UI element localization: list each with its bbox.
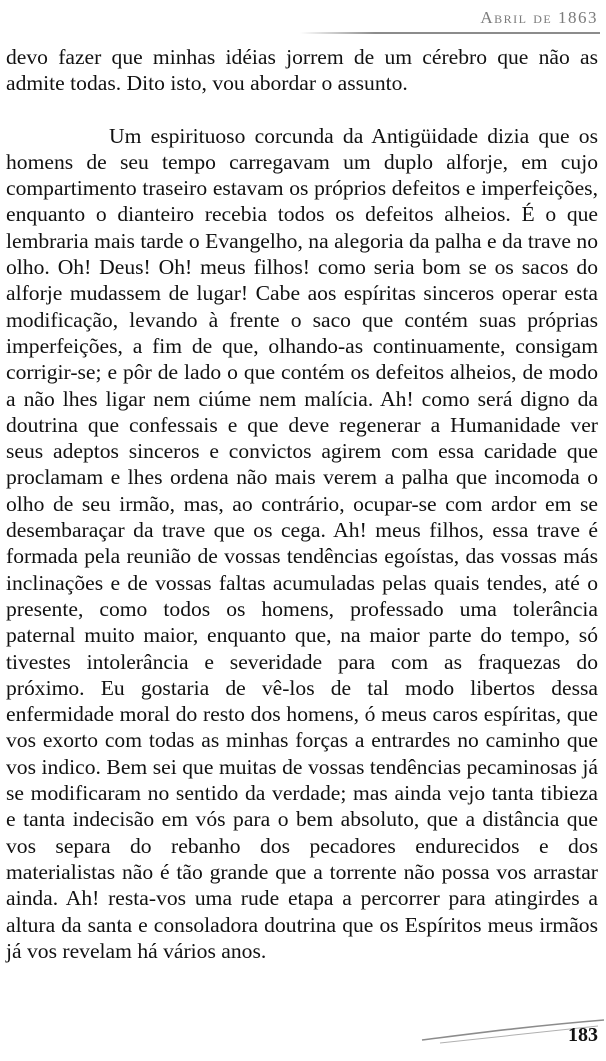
header-rule: [300, 32, 600, 34]
paragraph-continuation: devo fazer que minhas idéias jorrem de um cérebro que não as admite todas. Dito isto, vou abordar o assunto.: [6, 45, 598, 96]
paragraph-main: Um espirituoso corcunda da Antigüidade dizia que os homens de seu tempo carregavam um duplo alforje, em cujo compartimento traseiro estavam os próprios defeitos e imperfeições, enquanto o dianteiro recebia todos os defeitos alheios. É o que lembraria mais tarde o Evangelho, na alegoria da palha e da trave no olho. Oh! Deus! Oh! meus filhos! como seria bom se os sacos do alforje mudassem de lugar! Cabe aos espíritas sinceros operar esta modificação, levando à frente o saco que contém suas próprias imperfeições, a fim de que, olhando-as continuamente, consigam corrigir-se; e pôr de lado o que contém os defeitos alheios, de modo a não lhes ligar nem ciúme nem malícia. Ah! como será digno da doutrina que confessais e que deve regenerar a Humanidade ver seus adeptos sinceros e convictos agirem com essa caridade que proclamam e lhes ordena não mais verem a palha que incomoda o olho de seu irmão, mas, ao contrário, ocupar-se com ardor em se desembaraçar da trave que os cega. Ah! meus filhos, essa trave é formada pela reunião de vossas tendências egoístas, das vossas más inclinações e de vossas faltas acumuladas pelas quais tendes, até o presente, como todos os homens, professado uma tolerância paternal muito maior, enquanto que, na maior parte do tempo, só tivestes intolerância e severidade para com as fraquezas do próximo. Eu gostaria de vê-los de tal modo libertos dessa enfermidade moral do resto dos homens, ó meus caros espíritas, que vos exorto com todas as minhas forças a entrardes no caminho que vos indico. Bem sei que muitas de vossas tendências pecaminosas já se modificaram no sentido da verdade; mas ainda vejo tanta tibieza e tanta indecisão em vós para o bem absoluto, que a distância que vos separa do rebanho dos pecadores endurecidos e dos materialistas não é tão grande que a torrente não possa vos arrastar ainda. Ah! resta-vos uma rude etapa a percorrer para atingirdes a altura da santa e consoladora doutrina que os Espíritos meus irmãos já vos revelam há vários anos.: [6, 123, 598, 963]
page-body: [6, 44, 598, 964]
running-header: Abril de 1863: [480, 8, 598, 27]
page-number: 183: [568, 1024, 598, 1046]
